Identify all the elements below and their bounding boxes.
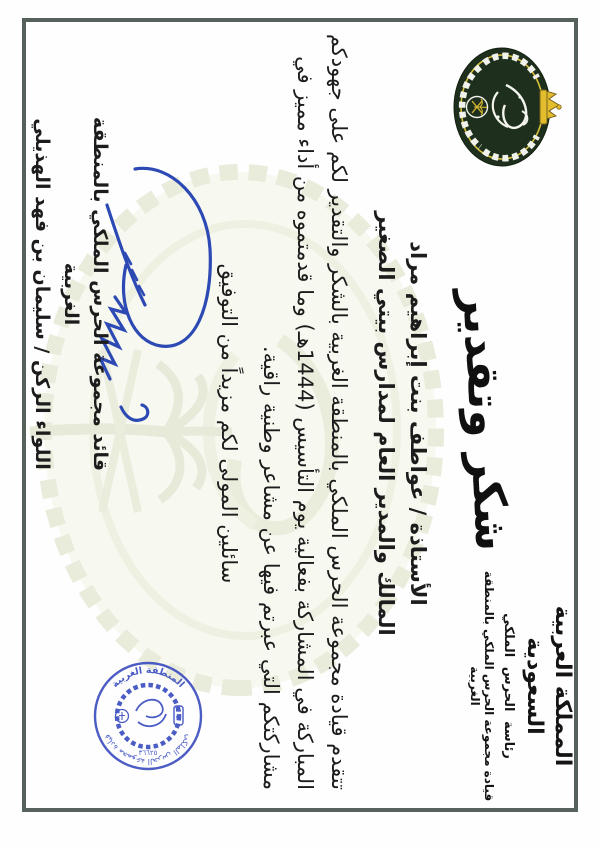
letterhead-country: المملكة العربية السعودية (522, 605, 575, 767)
body-text (214, 33, 432, 790)
stamp-number: ٣٦٦٢٥ (138, 749, 158, 757)
signer-name: اللواء الركن / سليمان بن فهد الهذيلي (31, 118, 53, 470)
signature-block (27, 95, 114, 493)
closing-line: سائلين المولى لكم مزيداً من التوفيق (217, 263, 241, 584)
title-calligraphy: شكر وتقدير (452, 287, 519, 553)
recipient-name: الأستاذة / عواطف بنت إبراهيم مراد (406, 241, 430, 606)
letterhead (468, 567, 576, 805)
letterhead-presidency: رئاسة الحرس الملكي (501, 613, 516, 759)
official-stamp (92, 660, 204, 772)
body-line: تتقدم قيادة مجموعة الحرس الملكي بالمنطقة الغربية بالشكر والتقدير لكم على جهودكم (327, 33, 351, 790)
stamp-region-text: المنطقة الغربية (109, 664, 187, 690)
svg-text:المنطقة الغربية (110, 665, 187, 690)
royal-guard-emblem-icon (450, 45, 566, 169)
signer-title: قائد مجموعة الحرس الملكي بالمنطقة الغربية (60, 116, 111, 472)
body-line: مشاركتكم التي عبرتم فيها عن مشاعر وطنية راقية. (259, 345, 283, 790)
stamp-command-text: قيادة مجموعة الحرس الملكي (102, 732, 194, 766)
letterhead-command: قيادة مجموعة الحرس الملكي بالمنطقة الغربية (468, 570, 496, 802)
recipient-role: المالك والمدير العام لمدارس بيتي الصغير (374, 211, 398, 636)
body-paragraph (254, 33, 356, 790)
body-line: المباركة في المشاركة بفعالية يوم التأسيس (1444هـ) وما قدمتموه من أداء مميز في (293, 56, 317, 790)
